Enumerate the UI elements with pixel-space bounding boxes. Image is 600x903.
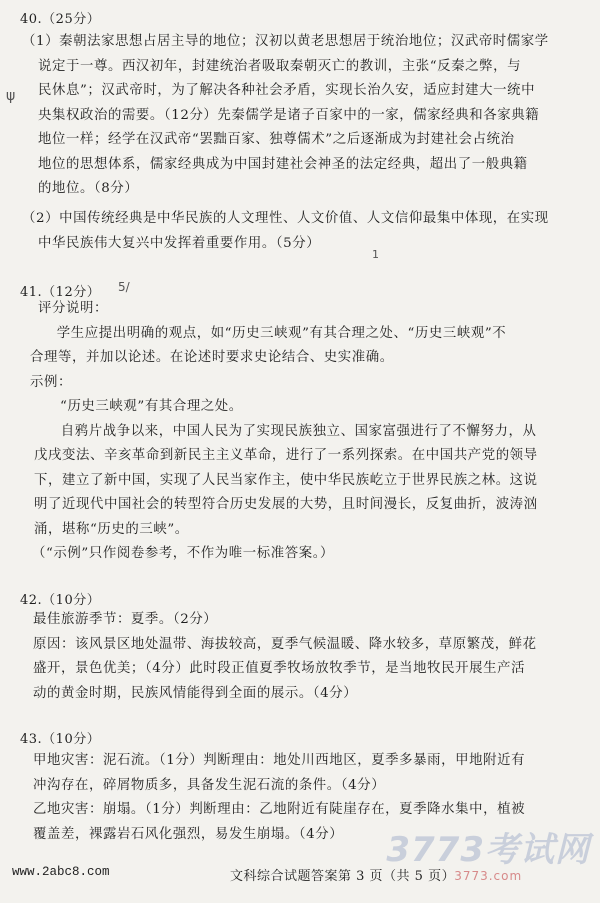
q40-part2-line: （2）中国传统经典是中华民族的人文理性、人文价值、人文信仰最集中体现，在实现	[22, 211, 549, 226]
footer-site: www.2abc8.com	[12, 865, 110, 879]
example-title: “历史三峡观”有其合理之处。	[60, 399, 243, 414]
q40-part1-line: 央集权政治的需要。（12分）先秦儒学是诸子百家中的一家，儒家经典和各家典籍	[38, 107, 540, 123]
q42-reason-line: 动的黄金时期，民族风情能得到全面的展示。（4分）	[33, 685, 358, 701]
example-line: 下，建立了新中国，实现了人民当家作主，使中华民族屹立于世界民族之林。这说	[34, 472, 538, 488]
footer-page-number: 文科综合试题答案第 3 页（共 5 页）	[230, 869, 456, 884]
example-note: （“示例”只作阅卷参考，不作为唯一标准答案。）	[32, 546, 334, 561]
q43-jia-line: 冲沟存在，碎屑物质多，具备发生泥石流的条件。（4分）	[33, 777, 386, 793]
example-line: 戊戌变法、辛亥革命到新民主主义革命，进行了一系列探索。在中国共产党的领导	[34, 448, 538, 463]
example-line: 自鸦片战争以来，中国人民为了实现民族独立、国家富强进行了不懈努力，从	[60, 423, 537, 439]
watermark-url: 3773.com	[454, 869, 523, 883]
example-label: 示例：	[30, 374, 72, 390]
q40-part2	[22, 207, 586, 256]
q41-body	[30, 297, 586, 567]
q40-part1	[22, 30, 586, 202]
q42-body	[33, 608, 588, 706]
q43-yi-line: 覆盖差，裸露岩石风化强烈，易发生崩塌。（4分）	[33, 826, 344, 842]
q40-part1-line: 说定于一尊。西汉初年，封建统治者吸取秦朝灭亡的教训，主张“反秦之弊，与	[38, 58, 522, 74]
example-line: 涌，堪称“历史的三峡”。	[34, 521, 189, 537]
q40-part2-line: 中华民族伟大复兴中发挥着重要作用。（5分）	[38, 235, 321, 251]
q40-part1-line: （1）秦朝法家思想占居主导的地位；汉初以黄老思想居于统治地位；汉武帝时儒家学	[22, 34, 549, 49]
q40-header: 40.（25分）	[20, 12, 101, 27]
q42-reason-line: 盛开，景色优美；（4分）此时段正值夏季牧场放牧季节，是当地牧民开展生产活	[33, 661, 526, 676]
q43-yi-line: 乙地灾害：崩塌。（1分）判断理由：乙地附近有陡崖存在，夏季降水集中，植被	[33, 802, 526, 817]
q41-header: 41.（12分）	[20, 285, 101, 300]
q40-part1-line: 的地位。（8分）	[38, 181, 139, 196]
handwritten-score: 5/	[118, 280, 130, 294]
q43-jia-line: 甲地灾害：泥石流。（1分）判断理由：地处川西地区，夏季多暴雨，甲地附近有	[33, 753, 526, 768]
q42-header: 42.（10分）	[20, 593, 101, 608]
handwritten-mark: 1	[372, 248, 379, 261]
watermark-logo: 3773考试网	[386, 830, 590, 870]
q40-part1-line: 地位一样；经学在汉武帝“罢黜百家、独尊儒术”之后逐渐成为封建社会占统治	[38, 132, 515, 147]
grading-line: 合理等，并加以论述。在论述时要求史论结合、史实准确。	[30, 350, 394, 365]
grading-line: 学生应提出明确的观点，如“历史三峡观”有其合理之处、“历史三峡观”不	[56, 325, 507, 341]
q42-season: 最佳旅游季节：夏季。（2分）	[33, 612, 218, 627]
grading-label: 评分说明：	[38, 301, 108, 316]
q43-header: 43.（10分）	[20, 732, 101, 747]
q40-part1-line: 民休息”；汉武帝时，为了解决各种社会矛盾，实现长治久安，适应封建大一统中	[38, 83, 536, 98]
handwritten-mark: ψ	[6, 88, 16, 104]
q42-reason-line: 原因：该风景区地处温带、海拔较高，夏季气候温暖、降水较多，草原繁茂，鲜花	[33, 636, 537, 652]
example-line: 明了近现代中国社会的转型符合历史发展的大势，且时间漫长，反复曲折，波涛汹	[34, 497, 538, 512]
q40-part1-line: 地位的思想体系，儒家经典成为中国封建社会神圣的法定经典，超出了一般典籍	[38, 156, 528, 172]
